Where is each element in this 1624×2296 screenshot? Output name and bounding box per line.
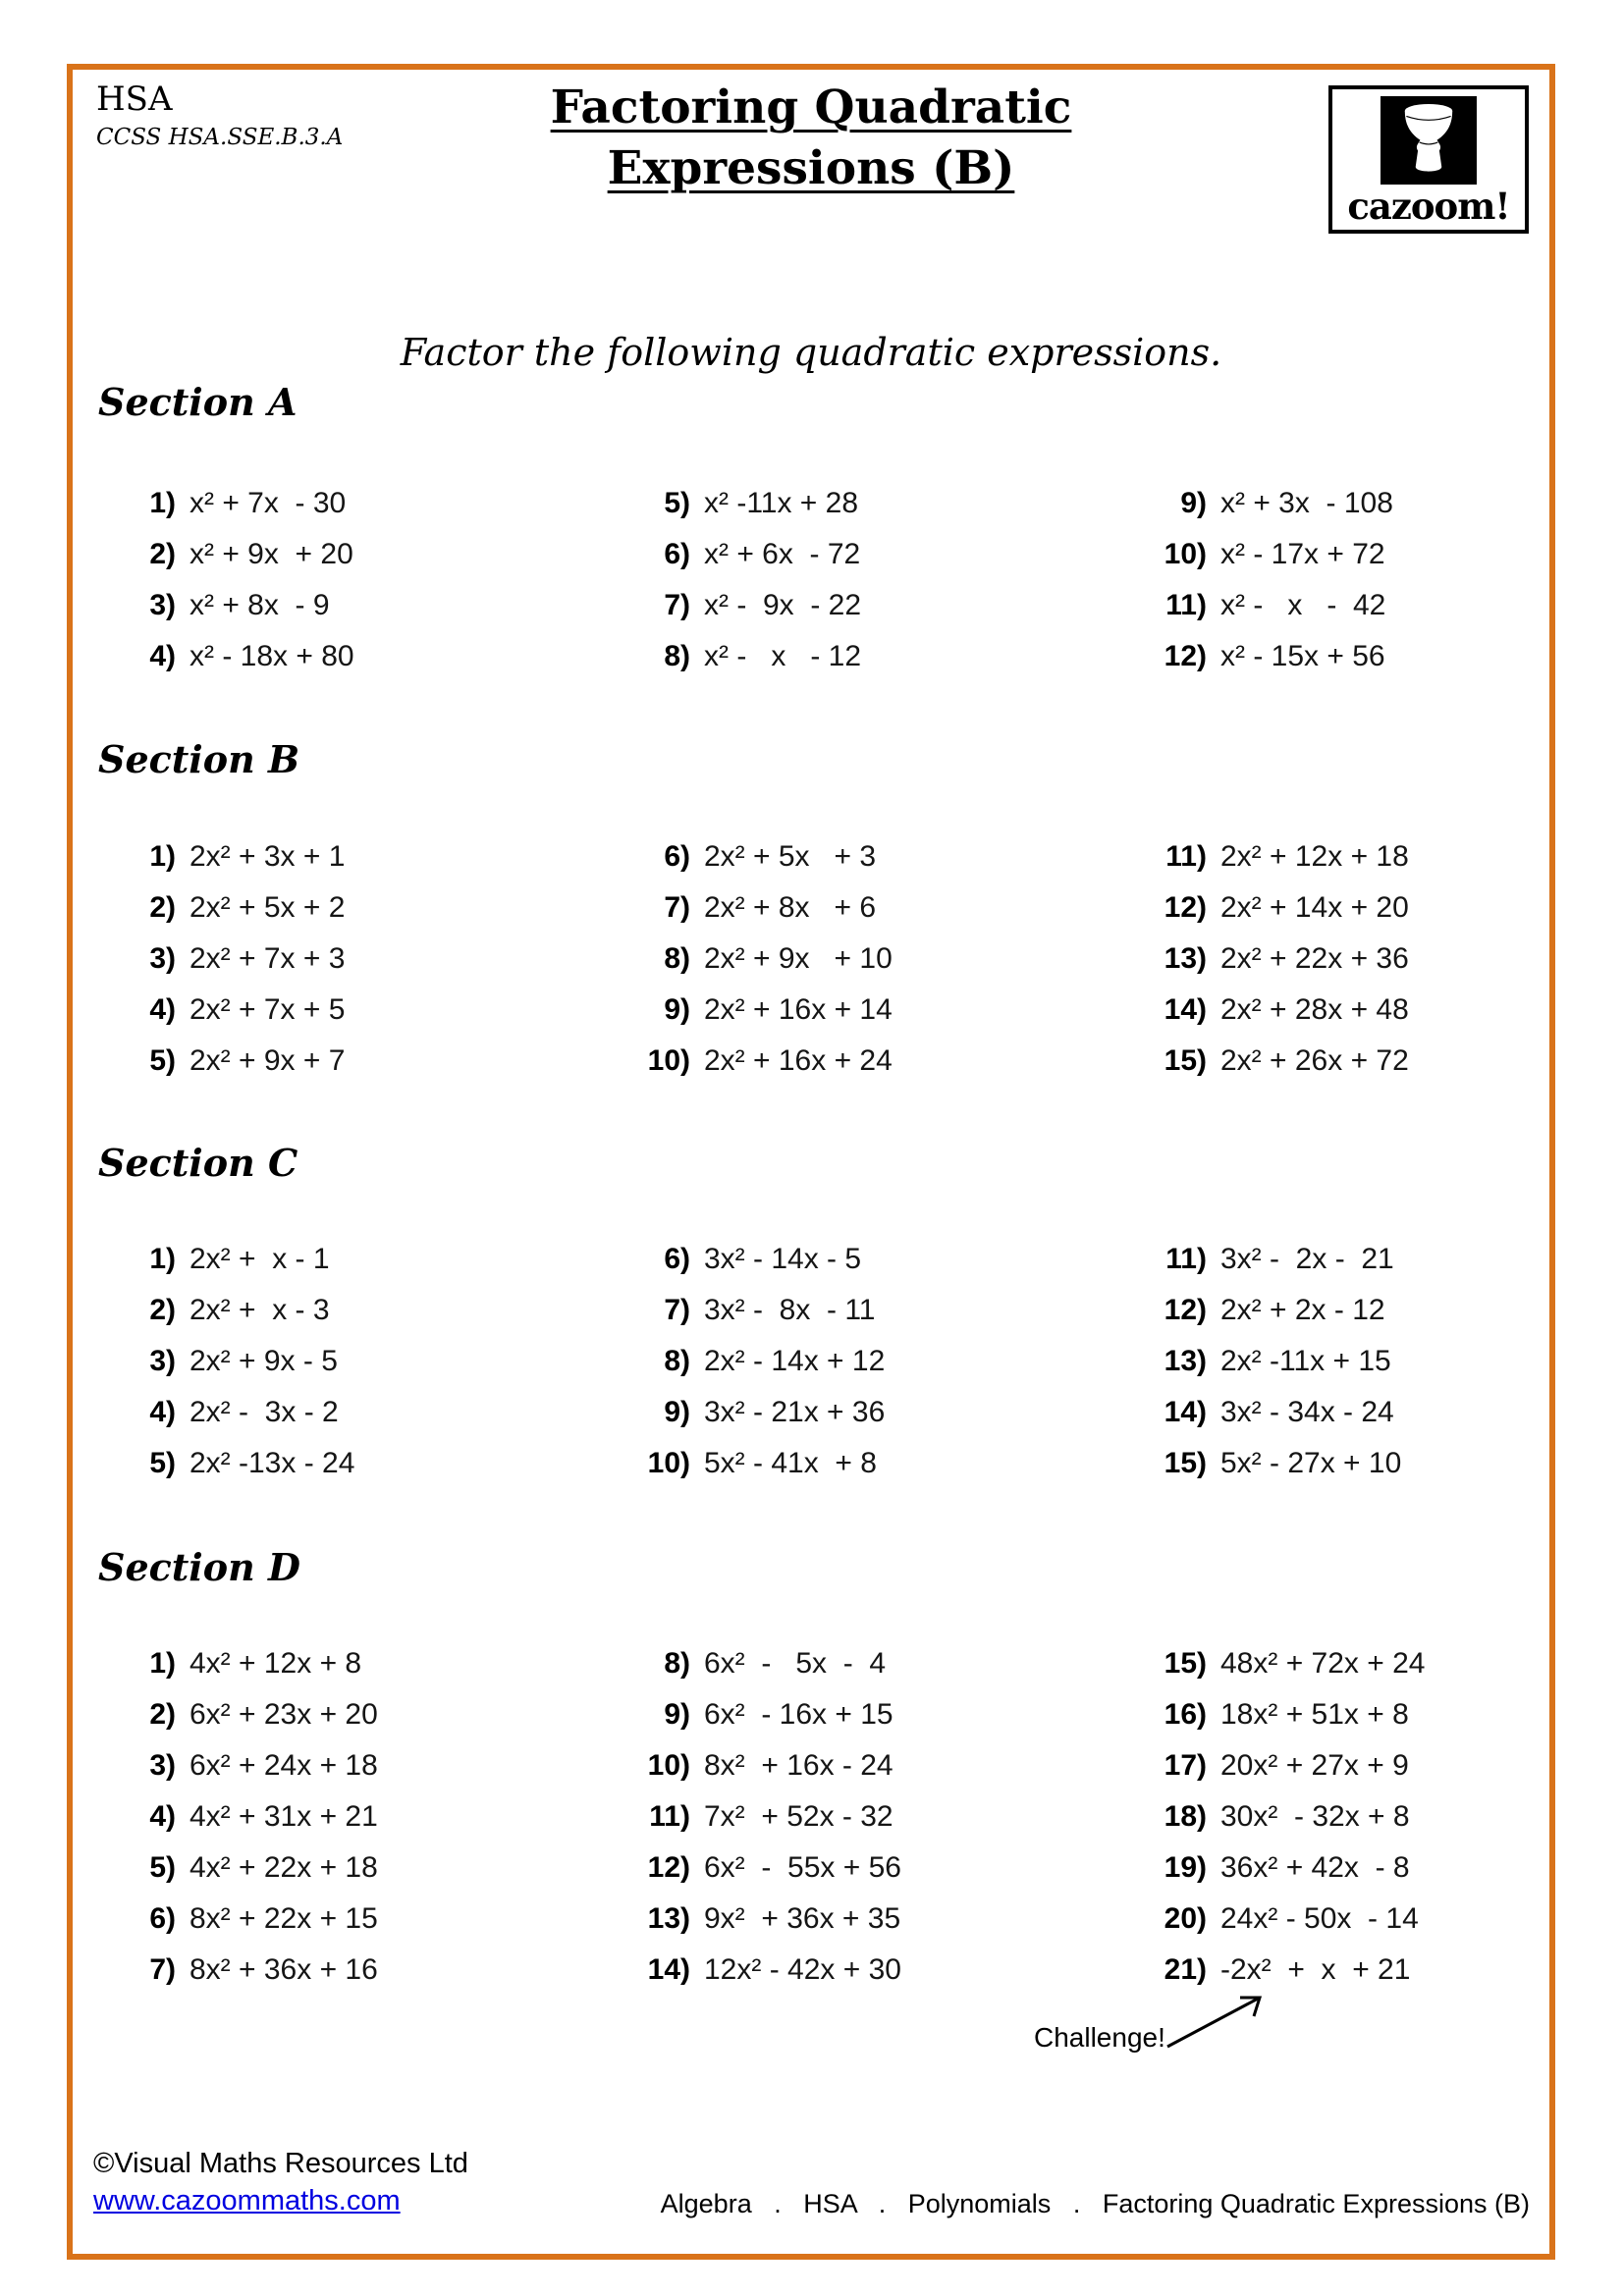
problem-expression: 3x² - 34x - 24: [1220, 1396, 1394, 1428]
problem-number: 13): [647, 1902, 690, 1935]
problem: [99, 985, 590, 1036]
problem-number: 15): [1164, 1044, 1207, 1077]
instruction-text: Factor the following quadratic expressions.: [400, 331, 1222, 374]
problem-expression: 2x² + 12x + 18: [1220, 840, 1409, 873]
problem-expression: x² - 9x - 22: [704, 589, 862, 621]
section-d-column-3: [1130, 1638, 1621, 1996]
problem: [99, 1336, 590, 1387]
problem-expression: 2x² + 9x + 10: [704, 942, 893, 975]
problem-expression: 8x² + 36x + 16: [189, 1953, 378, 1986]
problem-number: 13): [1164, 1345, 1207, 1377]
problem-number: 15): [1164, 1447, 1207, 1479]
problem-expression: 2x² + 9x + 7: [189, 1044, 346, 1077]
problem-expression: 5x² - 41x + 8: [704, 1447, 877, 1479]
worksheet-border: [67, 64, 1555, 2260]
problem: [99, 631, 590, 682]
problem-number: 16): [1164, 1698, 1207, 1731]
problem: [99, 1791, 590, 1842]
problem: [614, 1234, 1105, 1285]
problem: [1130, 985, 1621, 1036]
problem: [99, 831, 590, 882]
problem-number: 14): [647, 1953, 690, 1986]
problem-expression: 2x² + 2x - 12: [1220, 1294, 1385, 1326]
problem: [1130, 1036, 1621, 1087]
problem-expression: 3x² - 2x - 21: [1220, 1243, 1394, 1275]
problem: [1130, 1285, 1621, 1336]
problem-expression: 2x² -11x + 15: [1220, 1345, 1391, 1377]
problem-expression: x² - x - 42: [1220, 589, 1386, 621]
problem-expression: 2x² + 22x + 36: [1220, 942, 1409, 975]
problem-expression: x² -11x + 28: [704, 487, 859, 519]
problem: [99, 1036, 590, 1087]
problem: [614, 882, 1105, 934]
problem: [1130, 934, 1621, 985]
problem-expression: 3x² - 8x - 11: [704, 1294, 876, 1326]
problem: [99, 1638, 590, 1689]
problem-number: 11): [649, 1800, 690, 1833]
problem: [614, 1387, 1105, 1438]
problem: [614, 1791, 1105, 1842]
problem: [614, 478, 1105, 529]
title-line-1: Factoring Quadratic: [550, 80, 1072, 134]
section-d-column-1: [99, 1638, 590, 1996]
problem: [1130, 580, 1621, 631]
problem-number: 18): [1164, 1800, 1207, 1833]
problem-number: 20): [1164, 1902, 1207, 1935]
problem: [99, 478, 590, 529]
problem-expression: x² + 3x - 108: [1220, 487, 1393, 519]
problem-expression: 2x² + 5x + 2: [189, 891, 346, 924]
problem-number: 1): [149, 1647, 176, 1680]
problem-expression: x² - 15x + 56: [1220, 640, 1385, 672]
problem-expression: 6x² + 23x + 20: [189, 1698, 378, 1731]
copyright-text: ©Visual Maths Resources Ltd: [93, 2148, 468, 2179]
problem-number: 8): [664, 1647, 690, 1680]
problem-number: 6): [149, 1902, 176, 1935]
problem-number: 19): [1164, 1851, 1207, 1884]
problem-expression: 4x² + 12x + 8: [189, 1647, 362, 1680]
section-b-column-2: [614, 831, 1105, 1087]
problem-number: 12): [647, 1851, 690, 1884]
problem-expression: 8x² + 22x + 15: [189, 1902, 378, 1935]
problem: [1130, 631, 1621, 682]
section-b-heading: Section B: [98, 737, 300, 781]
problem-expression: 3x² - 21x + 36: [704, 1396, 886, 1428]
problem-number: 11): [1165, 589, 1207, 621]
problem-expression: 2x² + x - 1: [189, 1243, 330, 1275]
problem: [614, 1438, 1105, 1489]
problem-number: 17): [1164, 1749, 1207, 1782]
problem-number: 14): [1164, 993, 1207, 1026]
section-a-heading: Section A: [98, 380, 298, 424]
problem-number: 7): [664, 589, 690, 621]
section-c-column-2: [614, 1234, 1105, 1489]
problem: [99, 1234, 590, 1285]
problem: [1130, 831, 1621, 882]
problem-number: 7): [664, 891, 690, 924]
problem-number: 8): [664, 942, 690, 975]
problem: [614, 1036, 1105, 1087]
problem-number: 8): [664, 1345, 690, 1377]
problem-number: 5): [664, 487, 690, 519]
problem-number: 2): [149, 891, 176, 924]
section-c-column-3: [1130, 1234, 1621, 1489]
problem-number: 7): [664, 1294, 690, 1326]
problem-number: 9): [664, 1698, 690, 1731]
problem-expression: 2x² + 26x + 72: [1220, 1044, 1409, 1077]
problem-expression: 2x² + 8x + 6: [704, 891, 877, 924]
problem-number: 1): [149, 487, 176, 519]
problem-expression: 2x² - 14x + 12: [704, 1345, 886, 1377]
problem-number: 3): [149, 589, 176, 621]
problem-expression: 48x² + 72x + 24: [1220, 1647, 1426, 1680]
problem-number: 6): [664, 1243, 690, 1275]
problem: [614, 985, 1105, 1036]
problem: [99, 529, 590, 580]
problem: [99, 1438, 590, 1489]
problem-number: 21): [1164, 1953, 1207, 1986]
problem-number: 12): [1164, 1294, 1207, 1326]
problem-number: 15): [1164, 1647, 1207, 1680]
title-line-2: Expressions (B): [607, 141, 1015, 195]
problem-expression: 2x² + x - 3: [189, 1294, 330, 1326]
problem: [614, 1638, 1105, 1689]
problem: [99, 580, 590, 631]
problem-number: 11): [1165, 840, 1207, 873]
problem: [99, 1285, 590, 1336]
problem-expression: 18x² + 51x + 8: [1220, 1698, 1409, 1731]
section-a-column-2: [614, 478, 1105, 682]
problem-number: 12): [1164, 640, 1207, 672]
problem-expression: 5x² - 27x + 10: [1220, 1447, 1402, 1479]
problem: [614, 1842, 1105, 1894]
problem-expression: 2x² + 28x + 48: [1220, 993, 1409, 1026]
problem: [614, 1689, 1105, 1740]
problem-expression: -2x² + x + 21: [1220, 1953, 1411, 1986]
problem: [99, 1945, 590, 1996]
problem-number: 7): [149, 1953, 176, 1986]
problem-number: 9): [1180, 487, 1207, 519]
problem-expression: 2x² + 9x - 5: [189, 1345, 338, 1377]
problem-expression: x² - x - 12: [704, 640, 862, 672]
problem-number: 9): [664, 1396, 690, 1428]
problem: [614, 934, 1105, 985]
problem: [1130, 1638, 1621, 1689]
problem-expression: 6x² - 55x + 56: [704, 1851, 901, 1884]
problem-expression: 4x² + 22x + 18: [189, 1851, 378, 1884]
problem-number: 1): [149, 1243, 176, 1275]
problem: [614, 1336, 1105, 1387]
problem: [1130, 478, 1621, 529]
problem-expression: x² + 7x - 30: [189, 487, 347, 519]
section-d-heading: Section D: [98, 1545, 300, 1589]
problem: [614, 831, 1105, 882]
problem-expression: 2x² -13x - 24: [189, 1447, 355, 1479]
section-b-column-3: [1130, 831, 1621, 1087]
problem: [99, 1842, 590, 1894]
problem-number: 1): [149, 840, 176, 873]
breadcrumb: Algebra . HSA . Polynomials . Factoring Quadratic Expressions (B): [660, 2189, 1530, 2218]
problem: [614, 1894, 1105, 1945]
problem-expression: 7x² + 52x - 32: [704, 1800, 893, 1833]
problem: [614, 529, 1105, 580]
problem: [614, 1945, 1105, 1996]
section-a-column-3: [1130, 478, 1621, 682]
problem: [614, 1740, 1105, 1791]
problem-expression: 6x² - 16x + 15: [704, 1698, 893, 1731]
problem: [614, 580, 1105, 631]
problem-number: 10): [1164, 538, 1207, 570]
problem-number: 2): [149, 1294, 176, 1326]
challenge-label: Challenge!: [1034, 2022, 1165, 2053]
problem-expression: x² - 18x + 80: [189, 640, 354, 672]
problem-number: 4): [149, 640, 176, 672]
problem-number: 5): [149, 1044, 176, 1077]
problem: [614, 631, 1105, 682]
logo-wordmark: cazoom!: [1347, 185, 1510, 228]
problem-expression: 2x² + 16x + 14: [704, 993, 893, 1026]
problem-number: 14): [1164, 1396, 1207, 1428]
problem-expression: 2x² + 16x + 24: [704, 1044, 893, 1077]
problem: [99, 882, 590, 934]
problem-number: 9): [664, 993, 690, 1026]
problem-number: 4): [149, 1800, 176, 1833]
problem-expression: 20x² + 27x + 9: [1220, 1749, 1409, 1782]
problem-number: 12): [1164, 891, 1207, 924]
problem-expression: 12x² - 42x + 30: [704, 1953, 901, 1986]
problem-expression: 36x² + 42x - 8: [1220, 1851, 1410, 1884]
problem-number: 10): [647, 1447, 690, 1479]
section-b-column-1: [99, 831, 590, 1087]
problem: [1130, 1842, 1621, 1894]
problem: [1130, 1234, 1621, 1285]
problem-number: 5): [149, 1851, 176, 1884]
problem-expression: x² - 17x + 72: [1220, 538, 1385, 570]
problem-expression: x² + 9x + 20: [189, 538, 353, 570]
problem-number: 3): [149, 942, 176, 975]
problem-number: 11): [1165, 1243, 1207, 1275]
problem: [1130, 1894, 1621, 1945]
problem-number: 4): [149, 993, 176, 1026]
problem-number: 10): [647, 1044, 690, 1077]
section-d-column-2: [614, 1638, 1105, 1996]
section-c-heading: Section C: [98, 1141, 298, 1185]
problem: [1130, 1740, 1621, 1791]
problem-number: 10): [647, 1749, 690, 1782]
problem: [99, 934, 590, 985]
section-a-column-1: [99, 478, 590, 682]
problem-expression: x² + 8x - 9: [189, 589, 330, 621]
problem-expression: 2x² - 3x - 2: [189, 1396, 339, 1428]
problem: [1130, 1336, 1621, 1387]
problem: [99, 1387, 590, 1438]
challenge-arrow-icon: [1164, 1986, 1272, 2055]
problem-number: 4): [149, 1396, 176, 1428]
website-link[interactable]: www.cazoommaths.com: [93, 2185, 401, 2216]
cazoom-logo: [1328, 85, 1529, 234]
problem-number: 6): [664, 840, 690, 873]
standard-code: CCSS HSA.SSE.B.3.A: [96, 125, 344, 150]
problem: [99, 1689, 590, 1740]
problem: [99, 1894, 590, 1945]
problem-expression: 4x² + 31x + 21: [189, 1800, 378, 1833]
problem-number: 3): [149, 1749, 176, 1782]
problem-expression: 6x² - 5x - 4: [704, 1647, 887, 1680]
problem: [1130, 529, 1621, 580]
problem-expression: 9x² + 36x + 35: [704, 1902, 901, 1935]
problem: [1130, 882, 1621, 934]
problem-expression: 2x² + 7x + 3: [189, 942, 346, 975]
djembe-drum-icon: [1380, 96, 1477, 185]
problem: [1130, 1438, 1621, 1489]
problem-expression: 24x² - 50x - 14: [1220, 1902, 1419, 1935]
problem-number: 5): [149, 1447, 176, 1479]
problem-number: 6): [664, 538, 690, 570]
problem: [1130, 1689, 1621, 1740]
problem-expression: 2x² + 7x + 5: [189, 993, 346, 1026]
problem-expression: 30x² - 32x + 8: [1220, 1800, 1410, 1833]
problem-expression: 8x² + 16x - 24: [704, 1749, 893, 1782]
section-c-column-1: [99, 1234, 590, 1489]
problem-expression: x² + 6x - 72: [704, 538, 861, 570]
problem: [1130, 1387, 1621, 1438]
problem-number: 2): [149, 1698, 176, 1731]
problem-expression: 3x² - 14x - 5: [704, 1243, 862, 1275]
problem-expression: 2x² + 14x + 20: [1220, 891, 1409, 924]
problem-number: 13): [1164, 942, 1207, 975]
problem-expression: 6x² + 24x + 18: [189, 1749, 378, 1782]
problem-number: 3): [149, 1345, 176, 1377]
problem: [614, 1285, 1105, 1336]
course-code: HSA: [96, 80, 173, 119]
problem-expression: 2x² + 5x + 3: [704, 840, 877, 873]
problem-number: 2): [149, 538, 176, 570]
problem-expression: 2x² + 3x + 1: [189, 840, 346, 873]
problem-number: 8): [664, 640, 690, 672]
problem: [99, 1740, 590, 1791]
problem: [1130, 1791, 1621, 1842]
